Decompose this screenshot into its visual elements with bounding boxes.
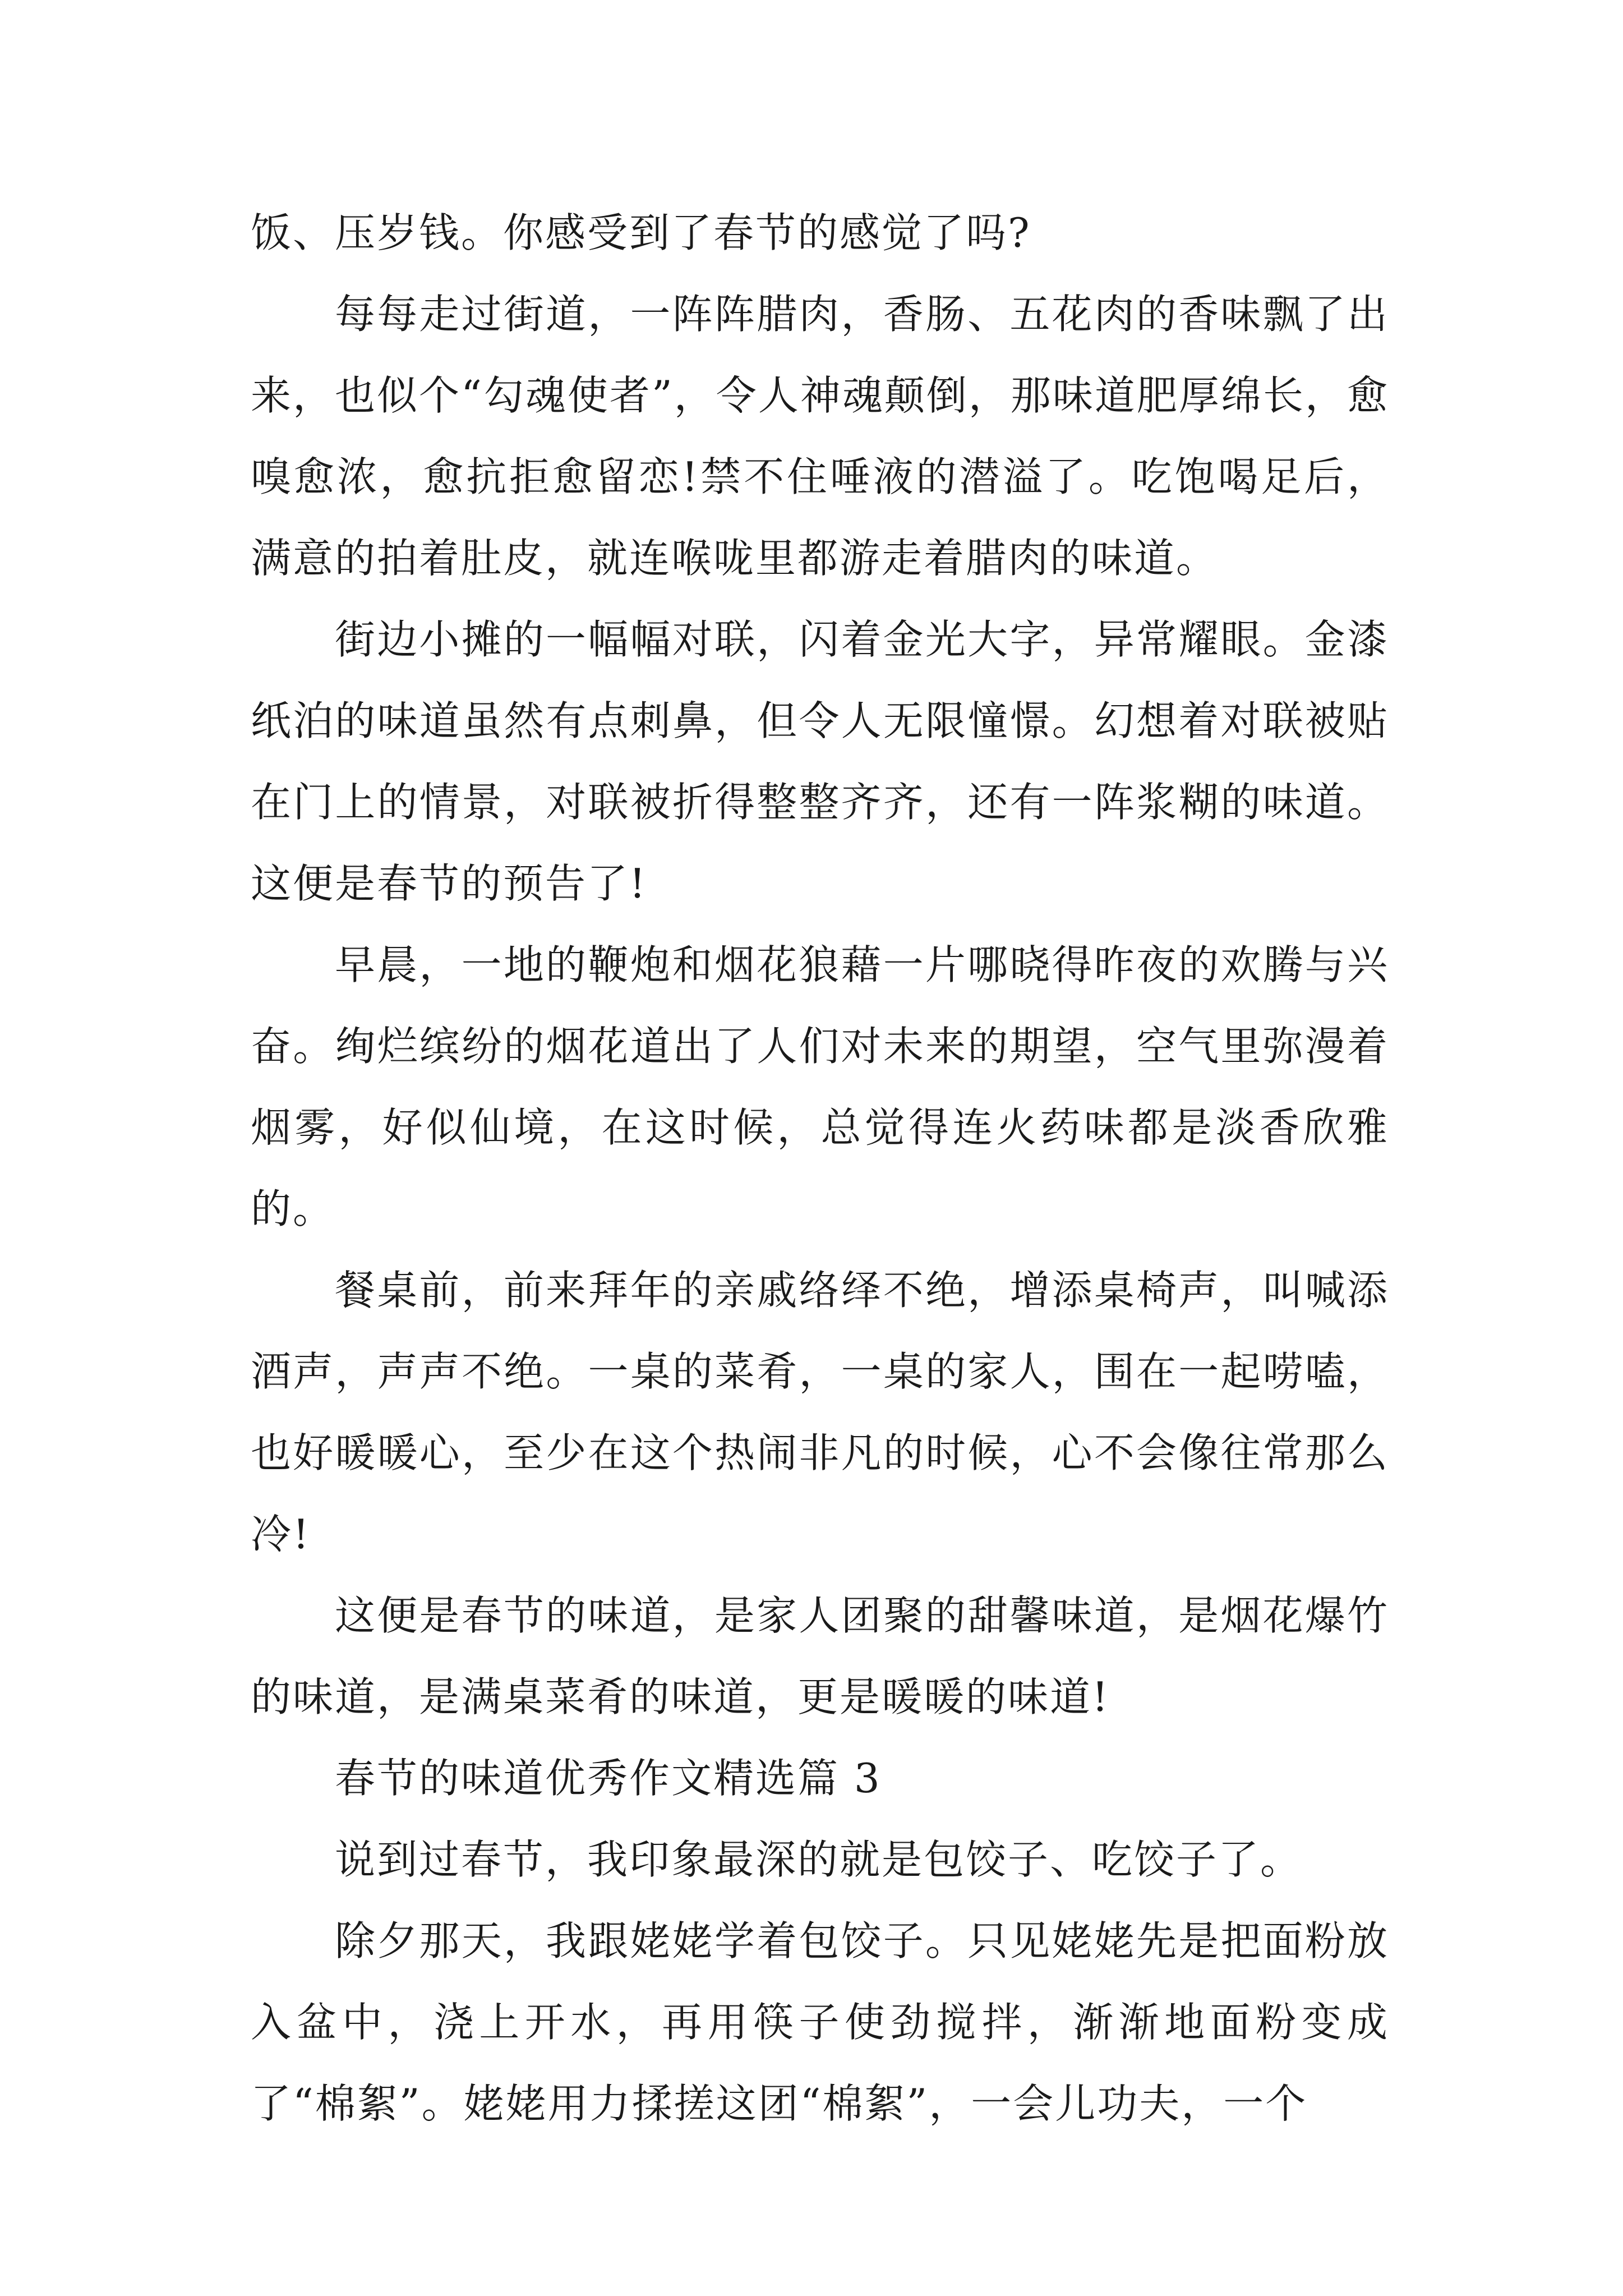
paragraph-conclusion: 这便是春节的味道，是家人团聚的甜馨味道，是烟花爆竹的味道，是满桌菜肴的味道，更是暖暖的味道!	[251, 1592, 1389, 1720]
paragraph-dumplings-intro: 说到过春节，我印象最深的就是包饺子、吃饺子了。	[335, 1836, 1303, 1883]
paragraph-fireworks: 早晨，一地的鞭炮和烟花狼藉一片哪晓得昨夜的欢腾与兴奋。绚烂缤纷的烟花道出了人们对未来的期望，空气里弥漫着烟雾，好似仙境，在这时候，总觉得连火药味都是淡香欣雅的。	[251, 941, 1389, 1232]
paragraph-dumplings-making: 除夕那天，我跟姥姥学着包饺子。只见姥姥先是把面粉放入盆中，浇上开水，再用筷子使劲搅拌，渐渐地面粉变成了“棉絮”。姥姥用力揉搓这团“棉絮”，一会儿功夫，一个	[251, 1917, 1389, 2127]
essay-body	[251, 192, 1389, 2145]
paragraph-dinner-table: 餐桌前，前来拜年的亲戚络绎不绝，增添桌椅声，叫喊添酒声，声声不绝。一桌的菜肴，一桌的家人，围在一起唠嗑，也好暖暖心，至少在这个热闹非凡的时候，心不会像往常那么冷!	[251, 1267, 1389, 1558]
section-heading: 春节的味道优秀作文精选篇 3	[335, 1755, 882, 1802]
paragraph-couplets: 街边小摊的一幅幅对联，闪着金光大字，异常耀眼。金漆纸泊的味道虽然有点刺鼻，但令人无限憧憬。幻想着对联被贴在门上的情景，对联被折得整整齐齐，还有一阵浆糊的味道。这便是春节的预告了!	[251, 616, 1389, 907]
paragraph-cured-meat: 每每走过街道，一阵阵腊肉，香肠、五花肉的香味飘了出来，也似个“勾魂使者”，令人神魂颠倒，那味道肥厚绵长，愈嗅愈浓，愈抗拒愈留恋!禁不住唾液的潜溢了。吃饱喝足后，满意的拍着肚皮，就连喉咙里都游走着腊肉的味道。	[251, 291, 1389, 582]
paragraph-continuation: 饭、压岁钱。你感受到了春节的感觉了吗?	[251, 209, 1031, 256]
